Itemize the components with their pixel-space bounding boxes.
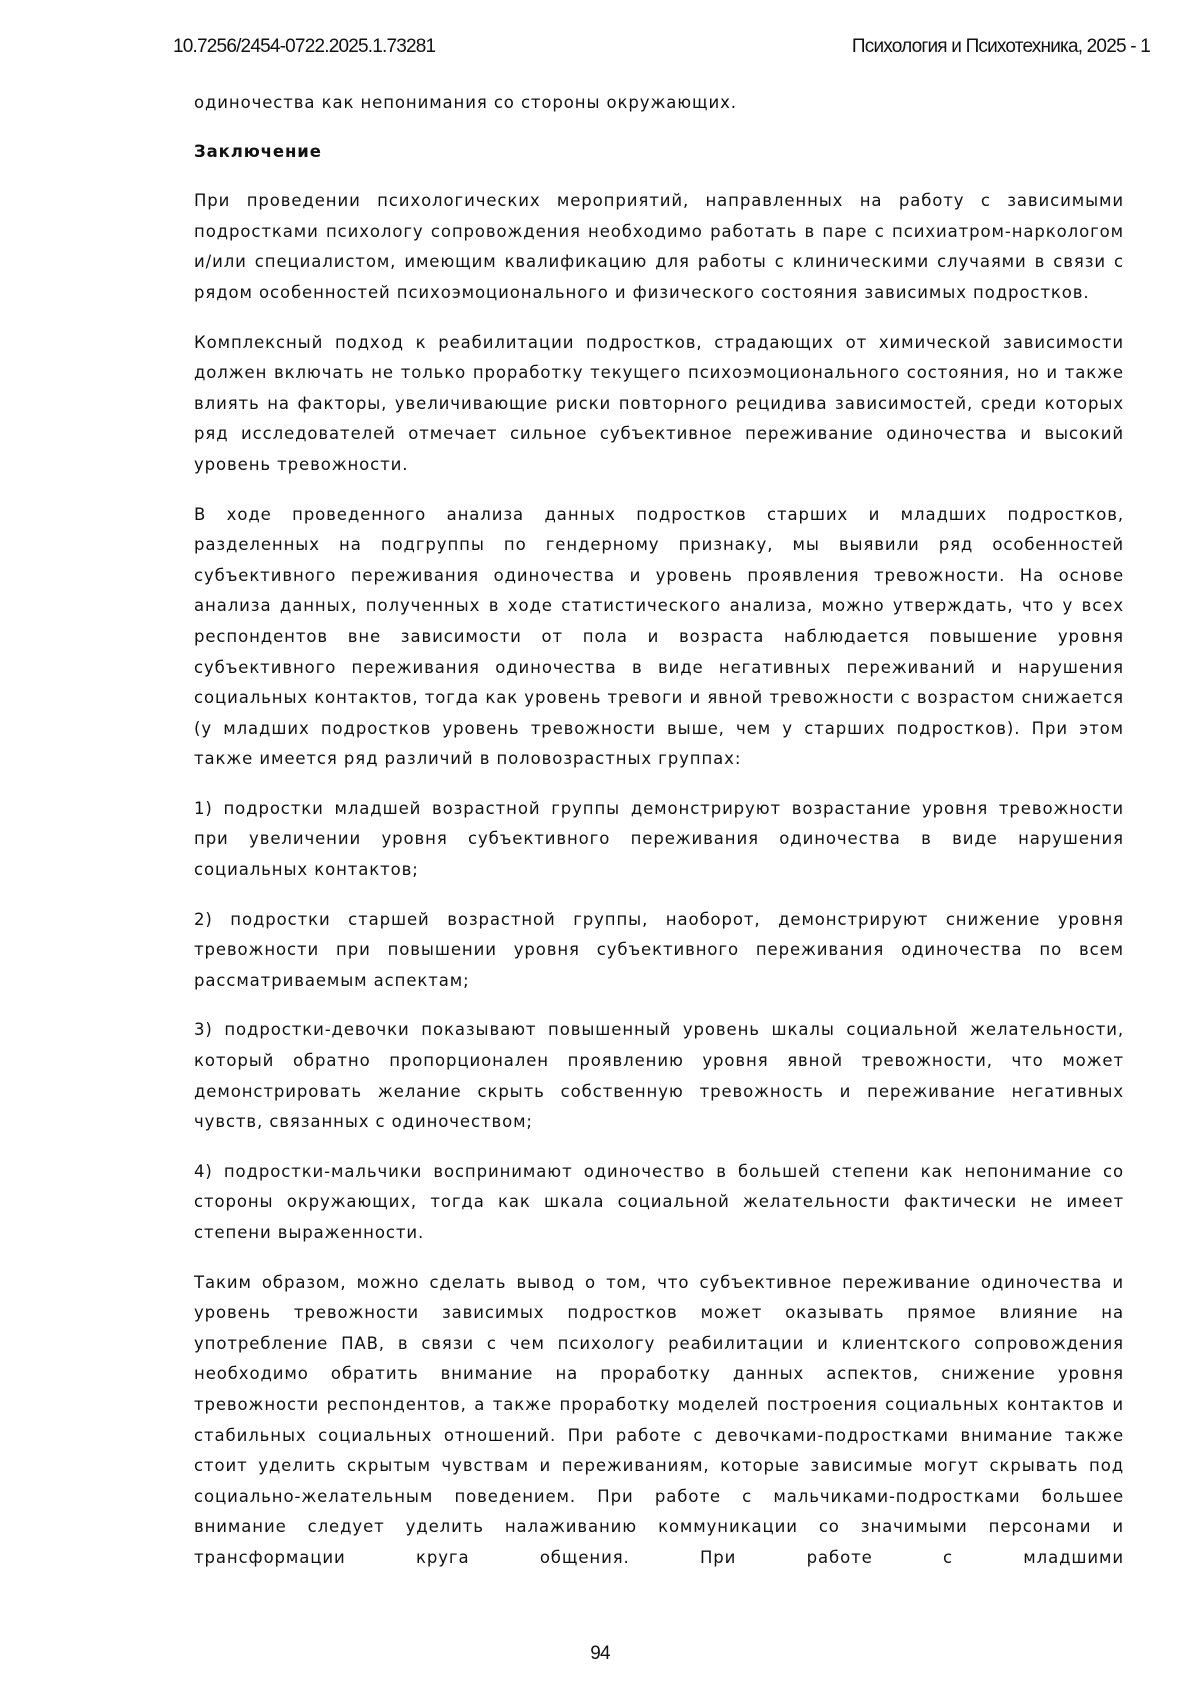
paragraph: В ходе проведенного анализа данных подростков старших и младших подростков, разделенных на подгруппы по гендерному признаку, мы выявили ряд особенностей субъективного переживания одиночества и уровень проявления тревожности. На основе анализа данных, полученных в ходе статистического анализа, можно утверждать, что у всех респондентов вне зависимости от пола и возраста наблюдается повышение уровня субъективного переживания одиночества в виде негативных переживаний и нарушения социальных контактов, тогда как уровень тревоги и явной тревожности с возрастом снижается (у младших подростков уровень тревожности выше, чем у старших подростков). При этом также имеется ряд различий в половозрастных группах: [194, 500, 1124, 775]
page-number: 94 [0, 1643, 1200, 1665]
paragraph: При проведении психологических мероприятий, направленных на работу с зависимыми подростками психологу сопровождения необходимо работать в паре с психиатром-наркологом и/или специалистом, имеющим квалификацию для работы с клиническими случаями в связи с рядом особенностей психоэмоционального и физического состояния зависимых подростков. [194, 186, 1124, 308]
article-body [194, 88, 1124, 1574]
paragraph: Таким образом, можно сделать вывод о том, что субъективное переживание одиночества и уровень тревожности зависимых подростков может оказывать прямое влияние на употребление ПАВ, в связи с чем психологу реабилитации и клиентского сопровождения необходимо обратить внимание на проработку данных аспектов, снижение уровня тревожности респондентов, а также проработку моделей построения социальных контактов и стабильных социальных отношений. При работе с девочками-подростками внимание также стоит уделить скрытым чувствам и переживаниям, которые зависимые могут скрывать под социально-желательным поведением. При работе с мальчиками-подростками большее внимание следует уделить налаживанию коммуникации со значимыми персонами и трансформации круга общения. При работе с младшими [194, 1268, 1124, 1574]
paragraph: Комплексный подход к реабилитации подростков, страдающих от химической зависимости должен включать не только проработку текущего психоэмоционального состояния, но и также влиять на факторы, увеличивающие риски повторного рецидива зависимостей, среди которых ряд исследователей отмечает сильное субъективное переживание одиночества и высокий уровень тревожности. [194, 328, 1124, 481]
section-heading: Заключение [194, 137, 1124, 168]
list-item: 3) подростки-девочки показывают повышенный уровень шкалы социальной желательности, который обратно пропорционален проявлению уровня явной тревожности, что может демонстрировать желание скрыть собственную тревожность и переживание негативных чувств, связанных с одиночеством; [194, 1015, 1124, 1137]
continuation-text: одиночества как непонимания со стороны окружающих. [194, 88, 1124, 119]
journal-header: Психология и Психотехника, 2025 - 1 [852, 36, 1150, 58]
list-item: 4) подростки-мальчики воспринимают одиночество в большей степени как непонимание со стороны окружающих, тогда как шкала социальной желательности фактически не имеет степени выраженности. [194, 1157, 1124, 1249]
list-item: 1) подростки младшей возрастной группы демонстрируют возрастание уровня тревожности при увеличении уровня субъективного переживания одиночества в виде нарушения социальных контактов; [194, 794, 1124, 886]
doi-header: 10.7256/2454-0722.2025.1.73281 [173, 36, 435, 58]
list-item: 2) подростки старшей возрастной группы, наоборот, демонстрируют снижение уровня тревожности при повышении уровня субъективного переживания одиночества по всем рассматриваемым аспектам; [194, 905, 1124, 997]
